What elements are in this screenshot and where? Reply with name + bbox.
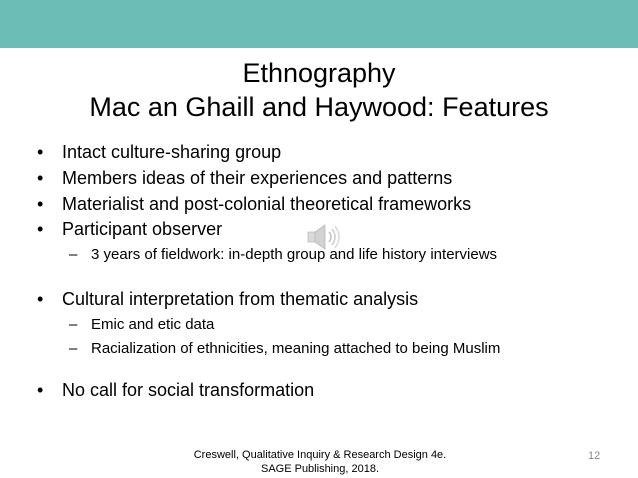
sub-bullet-item <box>69 340 561 357</box>
bullet-glyph: • <box>37 168 44 188</box>
page-number: 12 <box>588 450 601 462</box>
bullet-glyph: • <box>37 142 44 162</box>
slide-title-line-2: Mac an Ghaill and Haywood: Features <box>89 92 549 122</box>
citation-line-1: Creswell, Qualitative Inquiry & Research Design 4e. <box>193 449 447 461</box>
dash-glyph: – <box>69 246 78 263</box>
dash-glyph: – <box>69 316 78 333</box>
slide-title <box>0 56 638 124</box>
bullet-text: Intact culture-sharing group <box>62 142 282 162</box>
bullet-item <box>37 142 602 163</box>
bullet-item <box>37 194 602 215</box>
bullet-glyph: • <box>37 289 44 309</box>
header-accent-bar <box>0 0 638 48</box>
bullet-text: Cultural interpretation from thematic analysis <box>62 289 419 309</box>
citation-line-2: SAGE Publishing, 2018. <box>260 463 380 475</box>
bullet-glyph: • <box>37 194 44 214</box>
sub-bullet-text: Emic and etic data <box>91 316 215 333</box>
bullet-glyph: • <box>37 219 44 239</box>
slide-title-line-1: Ethnography <box>242 58 396 88</box>
bullet-text: Members ideas of their experiences and patterns <box>62 168 453 188</box>
sub-bullet-text: 3 years of fieldwork: in-depth group and life history interviews <box>91 246 498 263</box>
sub-bullet-item <box>69 316 561 333</box>
bullet-item <box>37 168 602 189</box>
bullet-text: Materialist and post-colonial theoretical frameworks <box>62 194 472 214</box>
citation-footer <box>170 448 470 476</box>
dash-glyph: – <box>69 340 78 357</box>
bullet-text: Participant observer <box>62 219 223 239</box>
bullet-text: No call for social transformation <box>62 380 315 400</box>
bullet-item <box>37 380 602 401</box>
bullet-item <box>37 289 602 310</box>
sub-bullet-text: Racialization of ethnicities, meaning attached to being Muslim <box>91 340 501 357</box>
speaker-icon[interactable] <box>306 222 342 252</box>
bullet-glyph: • <box>37 380 44 400</box>
